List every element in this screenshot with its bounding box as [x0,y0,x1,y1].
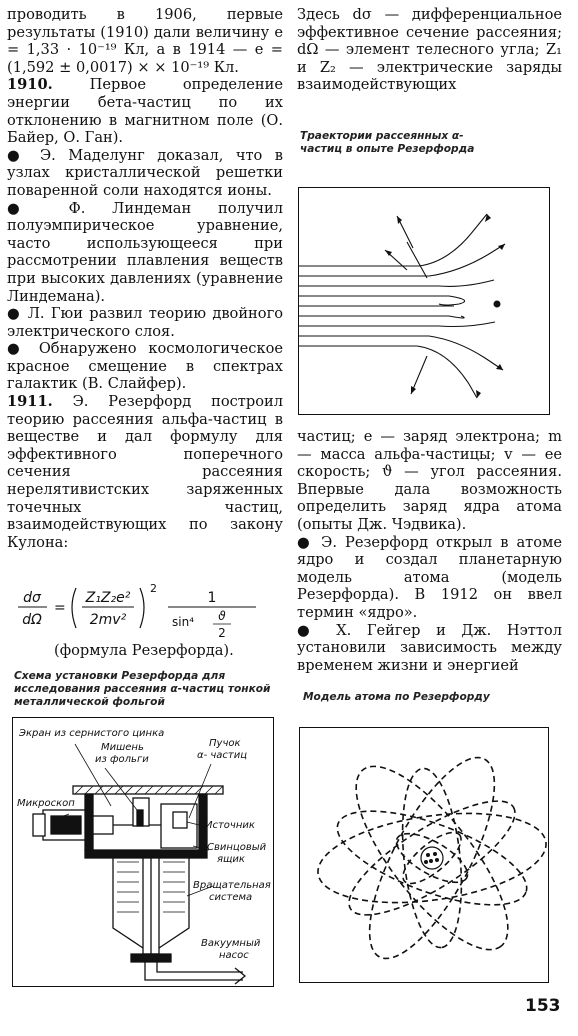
label-shield-2: ящик [217,854,245,865]
paragraph-1911: 1911. Э. Резерфорд построил теорию рассеяния альфа-частиц в веществе и дал формулу для эффективного поперечного сечения рассеяния нерелятивистских заряженных точечных частиц, взаимодействующих по закону Кулона: [7,393,283,551]
label-target: Мишень [101,742,144,753]
paragraph-geiger-nuttall: ● Х. Гейгер и Дж. Нэттол установили зависимость между временем жизни и энергией [297,622,562,675]
year-1911: 1911. [7,393,53,411]
label-shield: Свинцовый [207,842,267,853]
nucleus-dot [494,301,501,308]
left-column [7,6,283,551]
two: 2 [218,626,226,640]
atom-model-diagram [300,728,550,984]
nucleus [421,847,443,869]
label-vacuum-2: насос [219,950,249,961]
sin-power: sin⁴ [172,615,195,629]
label-microscope: Микроскоп [17,798,75,809]
label-source: Источник [205,820,255,831]
paragraph-notation-cont: частиц; e — заряд электрона; m — масса альфа-частицы; v — ее скорость; ϑ — угол рассеяния. Впервые дала возможность определить заряд ядра атома (опыты Дж. Чэдвика). [297,428,562,533]
power: 2 [150,582,157,595]
lhs-numerator: dσ [23,590,41,606]
paragraph-nucleus: ● Э. Резерфорд открыл в атоме ядро и создал планетарную модель атома (модель Резерфорда). В 1912 он ввел термин «ядро». [297,534,562,622]
paragraph-lindemann: ● Ф. Линдеман получил полуэмпирическое уравнение, часто использующееся при рассмотрении плавления веществ при высоких давлениях (уравнение Линдемана). [7,200,283,306]
caption-trajectories: Траектории рассеянных α-частиц в опыте Резерфорда [300,130,475,155]
paragraph-notation: Здесь dσ — дифференциальное эффективное сечение рассеяния; dΩ — элемент телесного угла; Z₁ и Z₂ — электрические заряды взаимодействующих [297,6,562,94]
paragraph-madelung: ● Э. Маделунг доказал, что в узлах кристаллической решетки поваренной соли находятся ионы. [7,147,283,200]
trajectories-diagram [299,188,551,416]
caption-model: Модель атома по Резерфорду [303,691,490,703]
page-number: 153 [525,996,561,1016]
paragraph-1910: 1910. Первое определение энергии бета-частиц по их отклонению в магнитном поле (О. Байер, О. Ган). [7,76,283,147]
caption-setup: Схема установки Резерфорда для исследования рассеяния α-частиц тонкой металлической фольгой [14,670,271,708]
setup-diagram [13,718,275,988]
label-beam: Пучок [209,738,241,749]
right-column-top [297,6,562,94]
label-rotating-2: система [209,892,253,903]
atom-model-figure [299,727,549,983]
label-vacuum: Вакуумный [201,938,261,949]
rutherford-formula [10,580,280,640]
paragraph-charge: проводить в 1906, первые результаты (1910) дали величину e = 1,33 · 10⁻¹⁹ Кл, а в 1914 — e = (1,592 ± 0,0017) × × 10⁻¹⁹ Кл. [7,6,283,76]
formula-note: (формула Резерфорда). [54,642,234,659]
theta: ϑ [218,609,226,623]
paragraph-gouy: ● Л. Гюи развил теорию двойного электрического слоя. [7,305,283,340]
trajectories-figure [298,187,550,415]
equals-sign: = [54,600,66,616]
second-numerator: 1 [207,590,217,606]
label-screen: Экран из сернистого цинка [19,728,165,739]
inner-numerator: Z₁Z₂e² [85,590,131,606]
setup-figure [12,717,274,987]
inner-denominator: 2mv² [89,612,127,628]
label-target-2: из фольги [95,754,149,765]
lhs-denominator: dΩ [22,612,42,628]
year-1910: 1910. [7,76,53,94]
label-rotating: Вращательная [193,880,271,891]
paragraph-slipher: ● Обнаружено космологическое красное смещение в спектрах галактик (В. Слайфер). [7,340,283,393]
label-beam-2: α- частиц [197,750,248,761]
right-column-bottom [297,428,562,674]
